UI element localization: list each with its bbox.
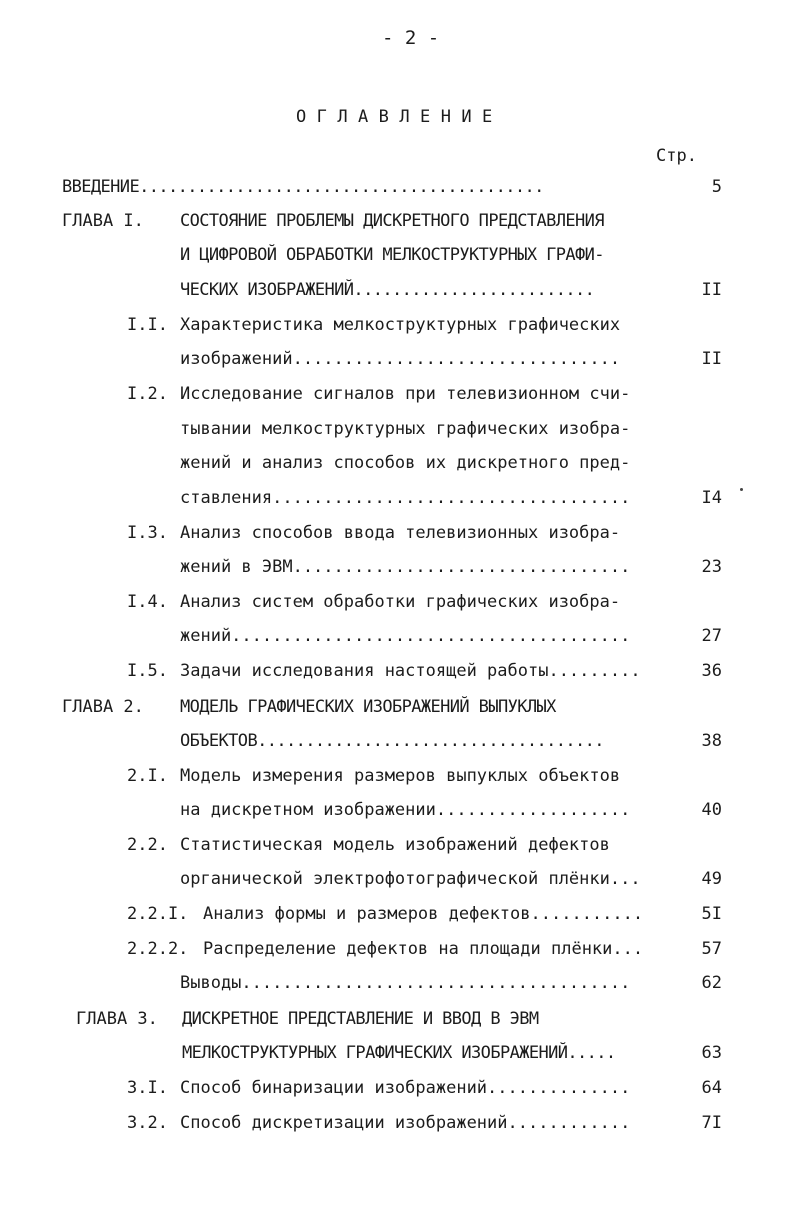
- toc-page-number: 49: [701, 869, 722, 889]
- toc-line: [0, 591, 797, 613]
- toc-label: ГЛАВА 3.: [76, 1009, 158, 1029]
- toc-entry-text: ВВЕДЕНИЕ..........................................: [62, 177, 544, 197]
- toc-entry-text: ЧЕСКИХ ИЗОБРАЖЕНИЙ.........................: [180, 280, 595, 300]
- toc-line: [0, 1042, 797, 1064]
- toc-page-number: 63: [701, 1043, 722, 1063]
- toc-line: [0, 314, 797, 336]
- toc-label: 3.I.: [127, 1078, 168, 1098]
- toc-line: [0, 279, 797, 301]
- toc-entry-text: МОДЕЛЬ ГРАФИЧЕСКИХ ИЗОБРАЖЕНИЙ ВЫПУКЛЫХ: [180, 697, 556, 717]
- toc-label: 2.2.I.: [127, 904, 189, 924]
- stray-mark: [740, 488, 743, 491]
- toc-entry-text: жений в ЭВМ.................................: [180, 557, 631, 577]
- toc-label: ГЛАВА 2.: [62, 697, 144, 717]
- toc-entry-text: тывании мелкоструктурных графических изобра-: [180, 419, 631, 439]
- page-column-label: Стр.: [656, 146, 697, 166]
- toc-label: 2.2.2.: [127, 939, 189, 959]
- toc-entry-text: ДИСКРЕТНОЕ ПРЕДСТАВЛЕНИЕ И ВВОД В ЭВМ: [182, 1009, 539, 1029]
- toc-entry-text: МЕЛКОСТРУКТУРНЫХ ГРАФИЧЕСКИХ ИЗОБРАЖЕНИЙ.....: [182, 1043, 616, 1063]
- toc-label: 3.2.: [127, 1113, 168, 1133]
- toc-line: [0, 522, 797, 544]
- toc-entry-text: И ЦИФРОВОЙ ОБРАБОТКИ МЕЛКОСТРУКТУРНЫХ ГРАФИ-: [180, 245, 604, 265]
- toc-line: [0, 452, 797, 474]
- toc-entry-text: Выводы......................................: [180, 973, 631, 993]
- toc-line: [0, 487, 797, 509]
- toc-entry-text: изображений................................: [180, 349, 621, 369]
- page-number: - 2 -: [382, 27, 440, 49]
- toc-page-number: 27: [701, 626, 722, 646]
- toc-entry-text: Анализ способов ввода телевизионных изобра-: [180, 523, 621, 543]
- toc-entry-text: Анализ систем обработки графических изобра-: [180, 592, 621, 612]
- toc-entry-text: жений и анализ способов их дискретного пред-: [180, 453, 631, 473]
- toc-label: I.I.: [127, 315, 168, 335]
- toc-entry-text: Характеристика мелкоструктурных графических: [180, 315, 621, 335]
- toc-label: 2.I.: [127, 766, 168, 786]
- toc-entry-text: органической электрофотографической плёнки...: [180, 869, 641, 889]
- toc-label: ГЛАВА I.: [62, 211, 144, 231]
- toc-line: [0, 556, 797, 578]
- toc-label: I.4.: [127, 592, 168, 612]
- toc-entry-text: СОСТОЯНИЕ ПРОБЛЕМЫ ДИСКРЕТНОГО ПРЕДСТАВЛЕНИЯ: [180, 211, 604, 231]
- toc-entry-text: ставления...................................: [180, 488, 631, 508]
- toc-page-number: 38: [701, 731, 722, 751]
- toc-line: [0, 383, 797, 405]
- toc-line: [0, 348, 797, 370]
- toc-label: I.2.: [127, 384, 168, 404]
- toc-entry-text: Анализ формы и размеров дефектов...........: [203, 904, 644, 924]
- toc-page-number: 36: [701, 661, 722, 681]
- toc-label: I.3.: [127, 523, 168, 543]
- toc-entry-text: Модель измерения размеров выпуклых объектов: [180, 766, 621, 786]
- toc-entry-text: Способ бинаризации изображений..............: [180, 1078, 631, 1098]
- toc-line: [0, 176, 797, 198]
- toc-page-number: 7I: [701, 1113, 722, 1133]
- toc-line: [0, 765, 797, 787]
- toc-label: 2.2.: [127, 835, 168, 855]
- toc-line: [0, 938, 797, 960]
- toc-line: [0, 1112, 797, 1134]
- toc-line: [0, 903, 797, 925]
- toc-entry-text: на дискретном изображении...................: [180, 800, 631, 820]
- toc-page-number: II: [701, 280, 722, 300]
- toc-line: [0, 972, 797, 994]
- toc-entry-text: Распределение дефектов на площади плёнки...: [203, 939, 644, 959]
- toc-page-number: 23: [701, 557, 722, 577]
- toc-page-number: 5: [711, 177, 722, 197]
- toc-entry-text: Статистическая модель изображений дефектов: [180, 835, 610, 855]
- toc-page-number: 40: [701, 800, 722, 820]
- toc-page-number: 57: [701, 939, 722, 959]
- toc-entry-text: Способ дискретизации изображений............: [180, 1113, 631, 1133]
- toc-line: [0, 210, 797, 232]
- toc-line: [0, 244, 797, 266]
- toc-line: [0, 868, 797, 890]
- toc-line: [0, 696, 797, 718]
- toc-page-number: 5I: [701, 904, 722, 924]
- toc-line: [0, 625, 797, 647]
- toc-line: [0, 660, 797, 682]
- toc-line: [0, 1077, 797, 1099]
- toc-line: [0, 834, 797, 856]
- toc-line: [0, 730, 797, 752]
- toc-label: I.5.: [127, 661, 168, 681]
- toc-page-number: 62: [701, 973, 722, 993]
- page-title: О Г Л А В Л Е Н И Е: [296, 107, 493, 127]
- toc-line: [0, 1008, 797, 1030]
- toc-entry-text: Задачи исследования настоящей работы.........: [180, 661, 641, 681]
- toc-page-number: II: [701, 349, 722, 369]
- toc-line: [0, 418, 797, 440]
- toc-entry-text: жений.......................................: [180, 626, 631, 646]
- toc-page-number: I4: [701, 488, 722, 508]
- toc-page-number: 64: [701, 1078, 722, 1098]
- toc-entry-text: Исследование сигналов при телевизионном счи-: [180, 384, 631, 404]
- toc-entry-text: ОБЪЕКТОВ....................................: [180, 731, 604, 751]
- toc-line: [0, 799, 797, 821]
